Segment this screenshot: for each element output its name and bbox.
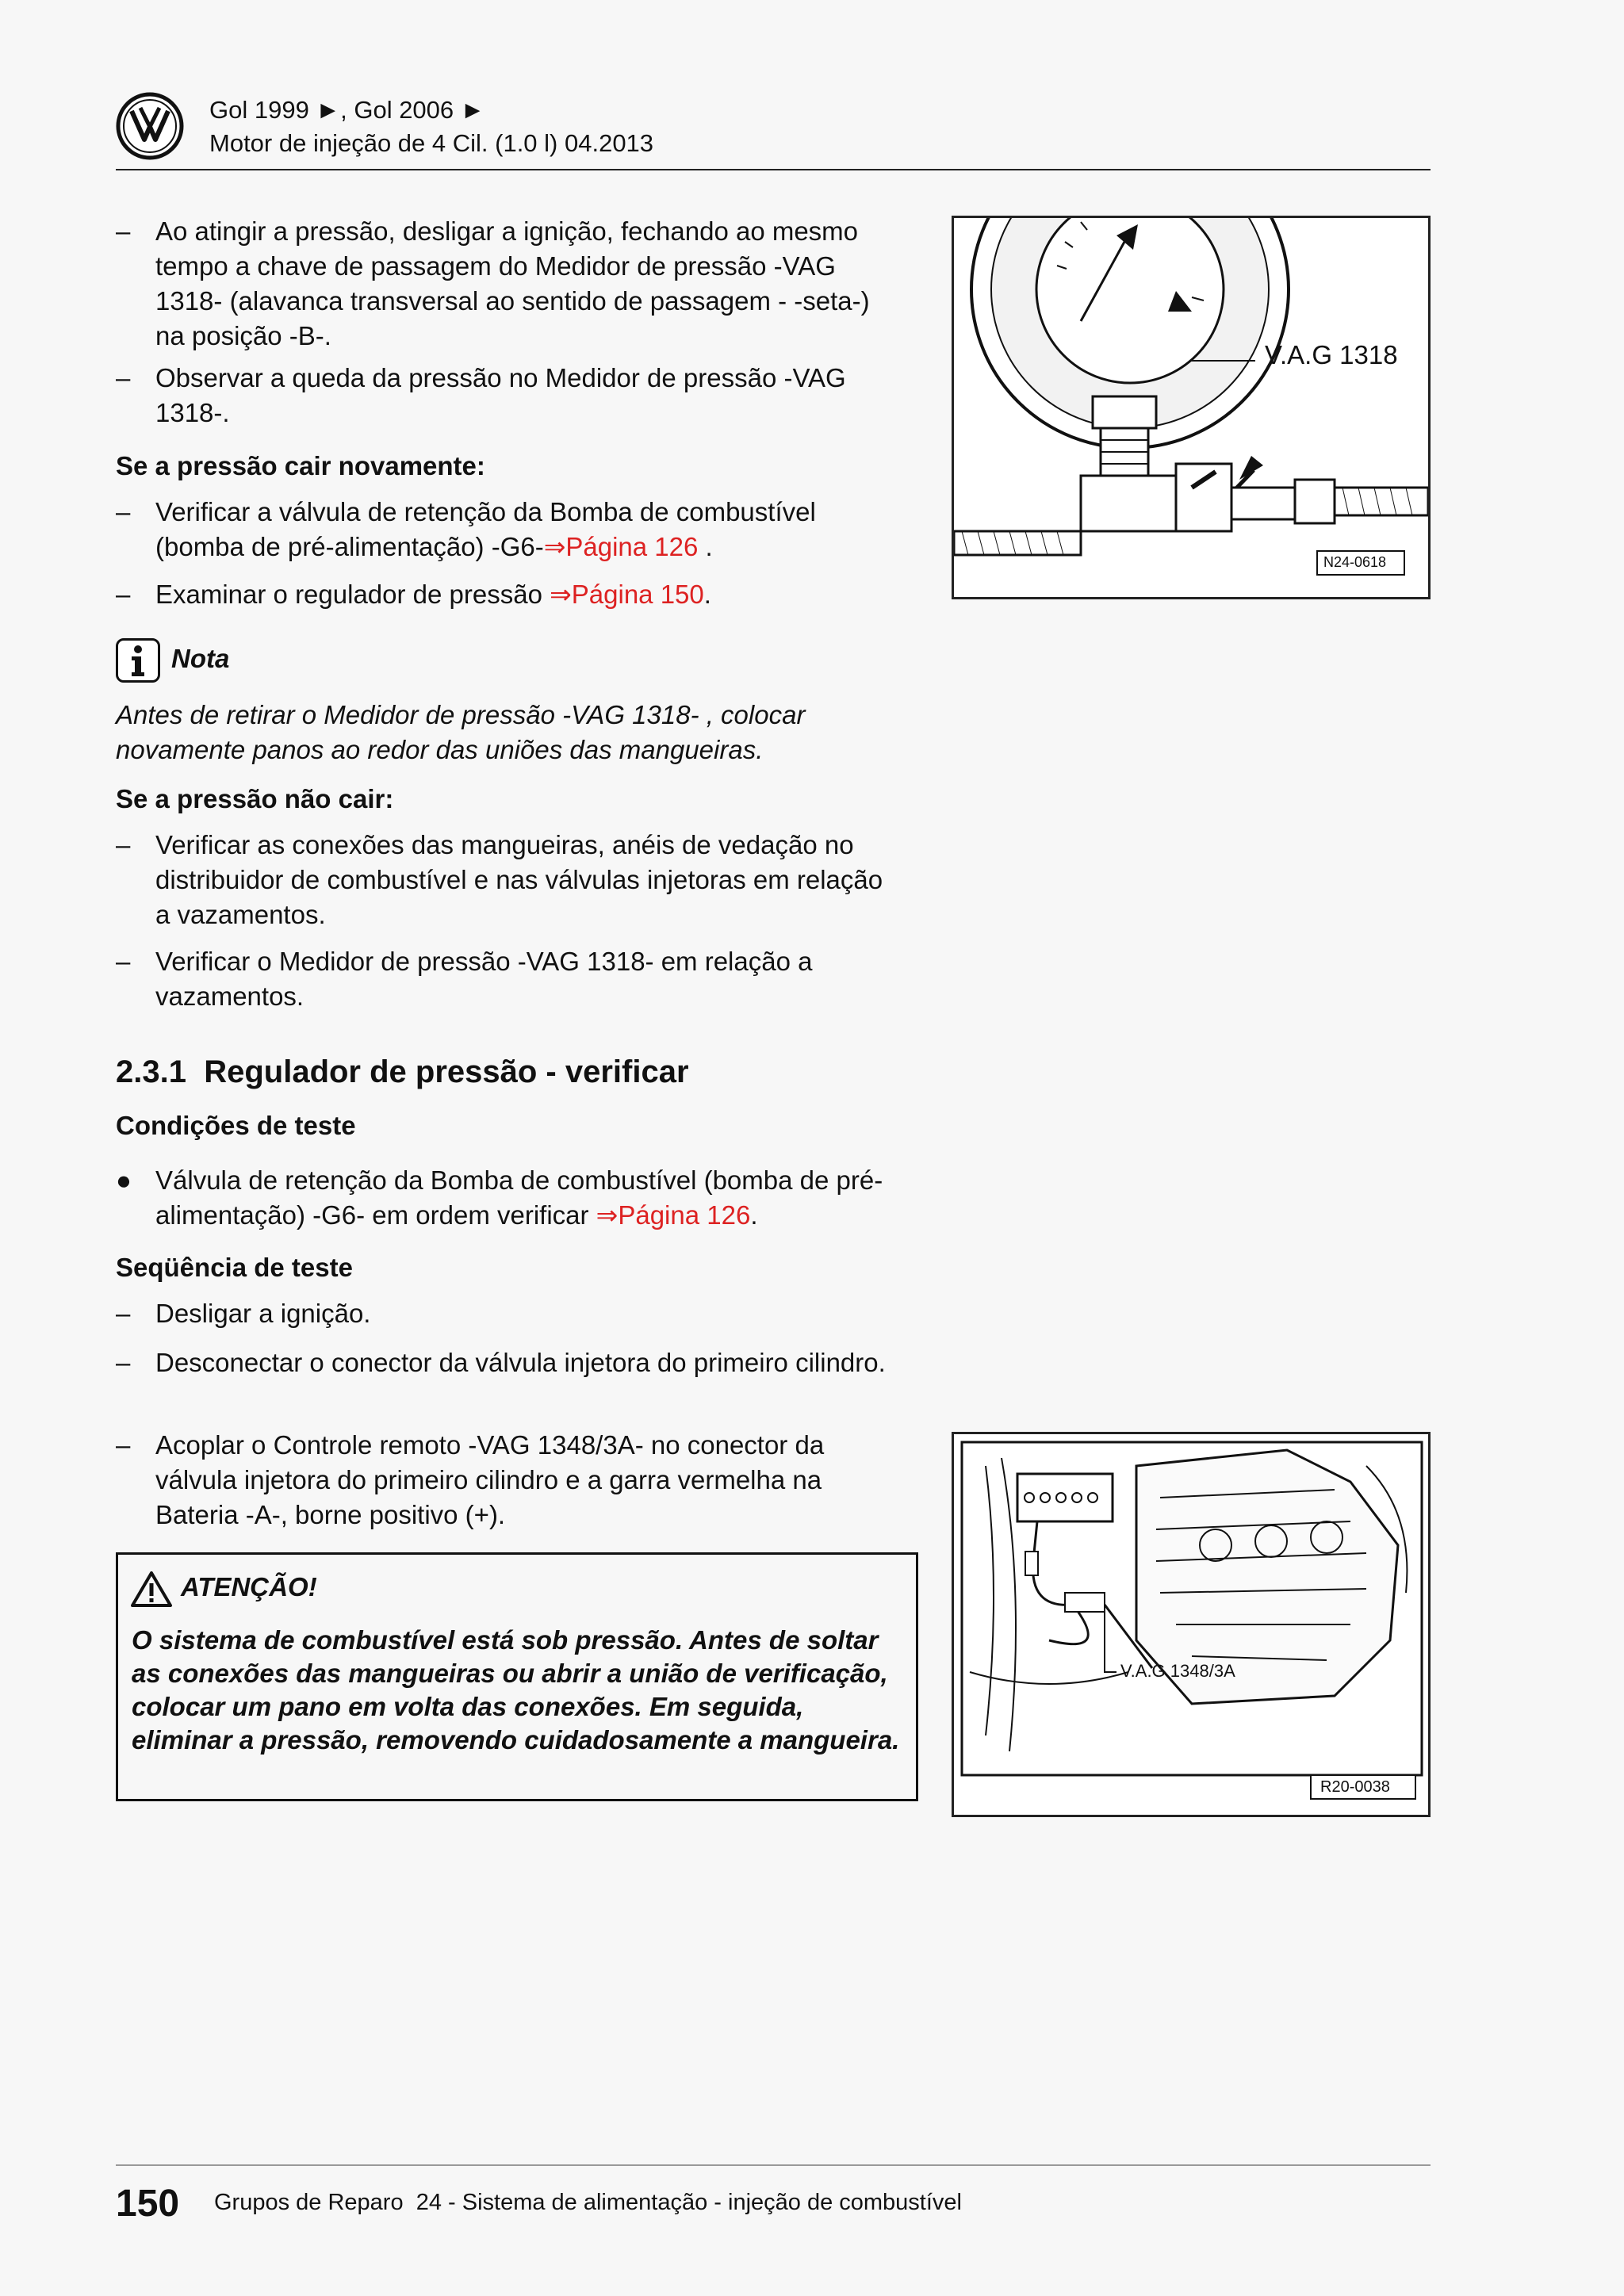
footer-text: Grupos de Reparo 24 - Sistema de alimentação - injeção de combustível xyxy=(214,2190,962,2215)
header-text xyxy=(209,94,653,160)
figure1-label: V.A.G 1318 xyxy=(1265,340,1398,369)
section-name: Regulador de pressão - verificar xyxy=(204,1054,689,1089)
link-arrow-icon: ⇒ xyxy=(550,580,572,609)
note-label: Nota xyxy=(171,644,230,673)
warning-text: O sistema de combustível está sob pressão. Antes de soltar as conexões das mangueiras ou abrir a união de verificação, colocar um pano em volta das conexões. Em seguida, eliminar a pressão, removendo cuidadosamente a mangueira. xyxy=(132,1625,900,1755)
heading-sequence: Seqüência de teste xyxy=(116,1253,353,1282)
link-page-150[interactable]: Página 150 xyxy=(571,580,704,609)
figure2-code: R20-0038 xyxy=(1320,1778,1390,1796)
warning-triangle-icon xyxy=(130,1570,173,1608)
figure-pressure-gauge xyxy=(952,216,1431,599)
header-model: Gol 1999 ►, Gol 2006 ► xyxy=(209,96,485,124)
vw-logo xyxy=(116,92,184,160)
bullet-icon: ● xyxy=(116,1165,132,1195)
note-text: Antes de retirar o Medidor de pressão -VAG 1318- , colocar novamente panos ao redor das uniões das mangueiras. xyxy=(116,700,806,764)
heading-pressure-drops: Se a pressão cair novamente: xyxy=(116,451,485,480)
page-number: 150 xyxy=(116,2183,180,2225)
link-arrow-icon: ⇒ xyxy=(543,532,566,561)
header-engine: Motor de injeção de 4 Cil. (1.0 l) 04.2013 xyxy=(209,129,654,157)
figure2-label: V.A.G 1348/3A xyxy=(1120,1661,1235,1681)
footer-rule xyxy=(116,2164,1431,2166)
header-rule xyxy=(116,169,1431,170)
figure-engine-bay xyxy=(952,1432,1431,1817)
section-number: 2.3.1 xyxy=(116,1054,186,1089)
link-page-126[interactable]: Página 126 xyxy=(565,532,699,561)
heading-conditions: Condições de teste xyxy=(116,1111,356,1140)
link-arrow-icon: ⇒ xyxy=(596,1200,619,1230)
warning-title: ATENÇÃO! xyxy=(181,1572,317,1601)
heading-no-drop: Se a pressão não cair: xyxy=(116,784,394,813)
section-title xyxy=(116,1054,689,1090)
figure1-code: N24-0618 xyxy=(1323,554,1387,570)
link-page-126[interactable]: Página 126 xyxy=(618,1200,751,1230)
info-icon xyxy=(116,638,160,683)
